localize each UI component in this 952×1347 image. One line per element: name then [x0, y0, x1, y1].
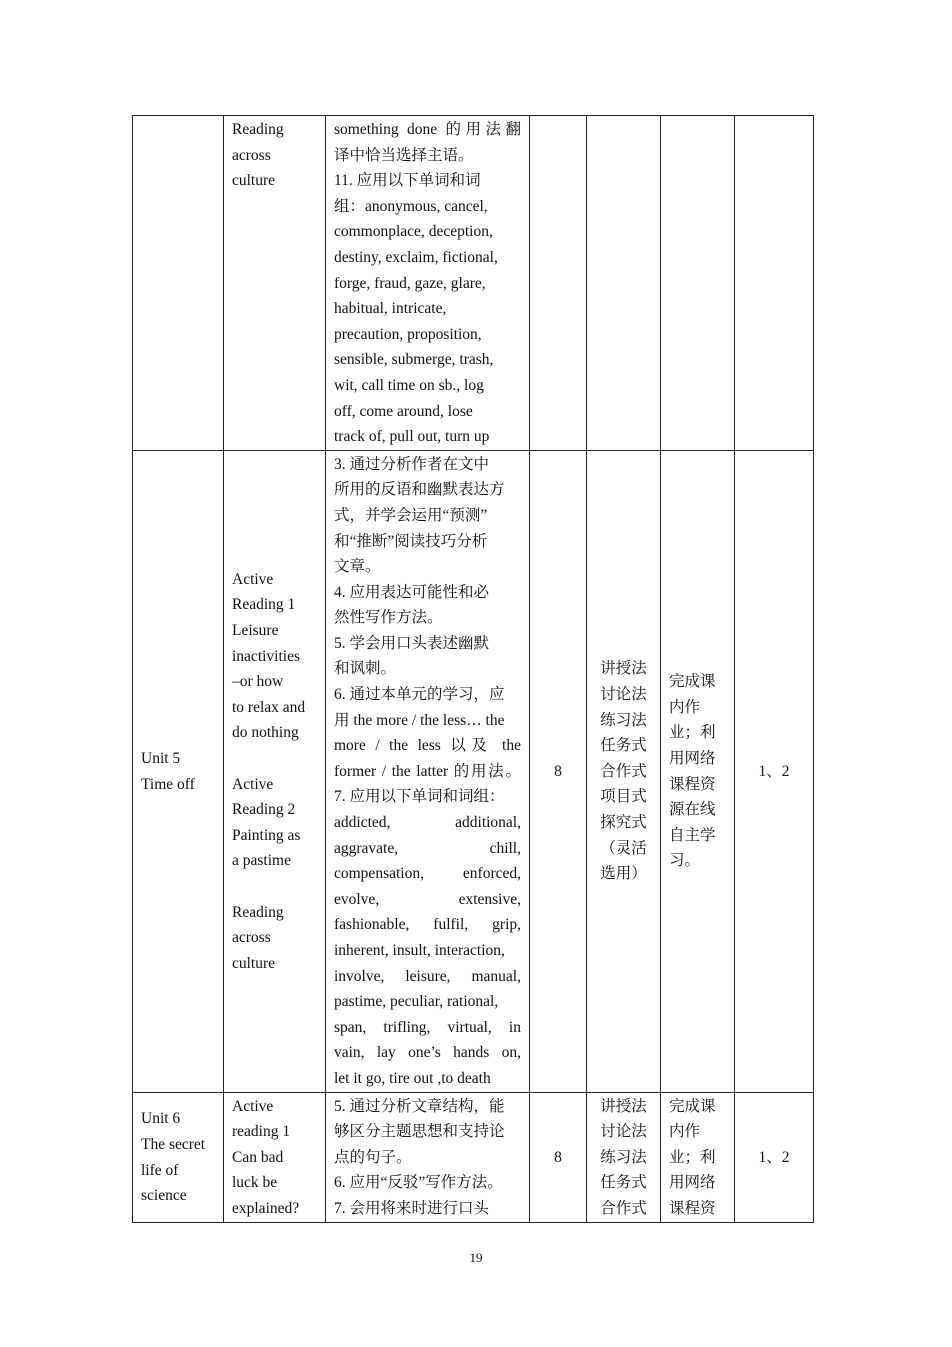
cell-line: 用网络: [669, 1174, 716, 1192]
cell-line: Time off: [141, 775, 195, 793]
cell-line: reading 1: [232, 1123, 291, 1141]
objectives-cell: [326, 450, 530, 1092]
cell-line: 完成课: [669, 1097, 716, 1115]
cell-line: life of: [141, 1161, 179, 1179]
cell-line: 练习法: [600, 1148, 647, 1166]
hours-cell: [530, 450, 587, 1092]
objectives-cell: [326, 1092, 530, 1222]
hours-cell: [530, 1092, 587, 1222]
cell-line: 课程资: [669, 1199, 716, 1217]
cell-line: former / the latter 的用法。: [334, 762, 521, 780]
cell-line: 自主学: [669, 826, 716, 844]
cell-line: off, come around, lose: [334, 402, 473, 420]
cell-line: something done 的用法翻: [334, 121, 521, 138]
methods-cell: [587, 116, 661, 451]
cell-line: Unit 6: [141, 1110, 181, 1128]
cell-line: 源在线: [669, 801, 716, 819]
cell-line: science: [141, 1187, 187, 1205]
page-number: 19: [469, 1250, 483, 1265]
table-row: [133, 450, 814, 1092]
cell-line: across: [232, 929, 271, 947]
cell-line: 组：anonymous, cancel,: [334, 197, 488, 215]
cell-line: 然性写作方法。: [334, 609, 443, 627]
cell-line: 用网络: [669, 750, 716, 768]
lessons-cell: [224, 116, 326, 451]
methods-cell: [587, 450, 661, 1092]
cell-line: 任务式: [600, 1174, 647, 1192]
cell-line: –or how: [232, 673, 284, 691]
cell-line: 和“推断”阅读技巧分析: [334, 532, 488, 550]
goals-cell: [735, 450, 814, 1092]
cell-line: involve, leisure, manual,: [334, 967, 521, 985]
cell-line: Unit 5: [141, 750, 181, 768]
cell-line: Active: [232, 775, 274, 793]
cell-line: pastime, peculiar, rational,: [334, 993, 499, 1011]
cell-line: 译中恰当选择主语。: [334, 146, 474, 164]
unit-cell: [133, 116, 224, 451]
cell-line: 内作: [669, 1123, 701, 1141]
lessons-cell: [224, 450, 326, 1092]
cell-line: do nothing: [232, 724, 299, 742]
cell-line: 讲授法: [600, 660, 647, 678]
cell-line: vain, lay one’s hands on,: [334, 1044, 521, 1062]
cell-line: 业；利: [669, 724, 716, 742]
cell-line: wit, call time on sb., log: [334, 376, 484, 394]
cell-line: more / the less 以及 the: [334, 737, 521, 755]
cell-line: 和讽刺。: [334, 660, 397, 678]
table-row: [133, 1092, 814, 1222]
cell-line: 点的句子。: [334, 1148, 412, 1166]
cell-line: 5. 学会用口头表述幽默: [334, 634, 490, 652]
cell-line: 讨论法: [600, 686, 647, 704]
goals-cell: [735, 1092, 814, 1222]
assignments-cell: [661, 450, 735, 1092]
cell-line: Painting as: [232, 826, 301, 844]
methods-cell: [587, 1092, 661, 1222]
cell-line: span, trifling, virtual, in: [334, 1018, 521, 1036]
unit-cell: [133, 1092, 224, 1222]
table-row: [133, 116, 814, 451]
cell-line: commonplace, deception,: [334, 223, 493, 241]
cell-line: explained?: [232, 1199, 300, 1217]
cell-line: 3. 通过分析作者在文中: [334, 455, 490, 473]
cell-line: 6. 应用“反驳”写作方法。: [334, 1174, 503, 1192]
table-body: [133, 116, 814, 1223]
cell-line: 6. 通过本单元的学习，应: [334, 686, 505, 704]
cell-line: 习。: [669, 852, 701, 870]
cell-line: to relax and: [232, 698, 306, 716]
cell-line: 讲授法: [600, 1097, 647, 1115]
cell-line: Active: [232, 1097, 274, 1115]
cell-line: addicted, additional,: [334, 814, 521, 832]
cell-line: 课程资: [669, 775, 716, 793]
hours-cell: [530, 116, 587, 451]
goals-cell: [735, 116, 814, 451]
cell-line: 7. 会用将来时进行口头: [334, 1199, 490, 1217]
unit-cell: [133, 450, 224, 1092]
cell-line: 业；利: [669, 1148, 716, 1166]
cell-line: across: [232, 146, 271, 164]
cell-line: 文章。: [334, 558, 381, 576]
cell-line: 4. 应用表达可能性和必: [334, 583, 490, 601]
lessons-cell: [224, 1092, 326, 1222]
cell-line: Reading: [232, 903, 284, 921]
cell-line: 5. 通过分析文章结构，能: [334, 1097, 505, 1115]
cell-line: 合作式: [600, 1199, 647, 1217]
cell-line: 合作式: [600, 762, 647, 780]
cell-line: evolve, extensive,: [334, 890, 521, 908]
cell-line: inherent, insult, interaction,: [334, 942, 505, 959]
cell-line: culture: [232, 954, 276, 972]
cell-line: culture: [232, 172, 276, 190]
cell-line: Active: [232, 570, 274, 588]
cell-line: Reading: [232, 121, 284, 138]
cell-value: 1、2: [758, 1148, 790, 1166]
cell-line: 完成课: [669, 673, 716, 691]
cell-line: 够区分主题思想和支持论: [334, 1123, 505, 1141]
cell-line: Can bad: [232, 1148, 284, 1166]
assignments-cell: [661, 116, 735, 451]
cell-line: sensible, submerge, trash,: [334, 351, 494, 369]
cell-value: 8: [554, 1148, 562, 1166]
cell-line: luck be: [232, 1174, 278, 1192]
cell-line: compensation, enforced,: [334, 865, 521, 883]
cell-line: 练习法: [600, 711, 647, 729]
cell-line: inactivities: [232, 647, 301, 665]
cell-line: forge, fraud, gaze, glare,: [334, 274, 486, 292]
cell-line: 探究式: [600, 814, 647, 832]
cell-line: track of, pull out, turn up: [334, 428, 490, 446]
cell-line: habitual, intricate,: [334, 300, 447, 318]
syllabus-table: [132, 115, 814, 1223]
cell-value: 1、2: [758, 762, 790, 780]
cell-line: 7. 应用以下单词和词组：: [334, 788, 505, 806]
cell-line: Reading 2: [232, 801, 296, 819]
cell-line: a pastime: [232, 852, 291, 870]
objectives-cell: [326, 116, 530, 451]
cell-line: destiny, exclaim, fictional,: [334, 248, 498, 266]
cell-line: （灵活: [600, 839, 647, 857]
cell-line: 内作: [669, 698, 701, 716]
blank-line: [232, 746, 317, 772]
cell-line: 选用）: [600, 865, 647, 883]
cell-line: 式，并学会运用“预测”: [334, 506, 488, 524]
cell-line: precaution, proposition,: [334, 325, 482, 343]
cell-line: let it go, tire out ,to death: [334, 1069, 491, 1087]
cell-line: 项目式: [600, 788, 647, 806]
cell-line: The secret: [141, 1135, 206, 1153]
assignments-cell: [661, 1092, 735, 1222]
cell-line: 11. 应用以下单词和词: [334, 172, 481, 190]
cell-line: 讨论法: [600, 1123, 647, 1141]
cell-line: 任务式: [600, 737, 647, 755]
cell-value: 8: [554, 762, 562, 780]
cell-line: fashionable, fulfil, grip,: [334, 916, 521, 934]
cell-line: Reading 1: [232, 596, 296, 614]
cell-line: 所用的反语和幽默表达方: [334, 481, 505, 499]
blank-line: [232, 874, 317, 900]
cell-line: aggravate, chill,: [334, 839, 521, 857]
cell-line: 用 the more / the less… the: [334, 711, 505, 729]
cell-line: Leisure: [232, 622, 279, 640]
